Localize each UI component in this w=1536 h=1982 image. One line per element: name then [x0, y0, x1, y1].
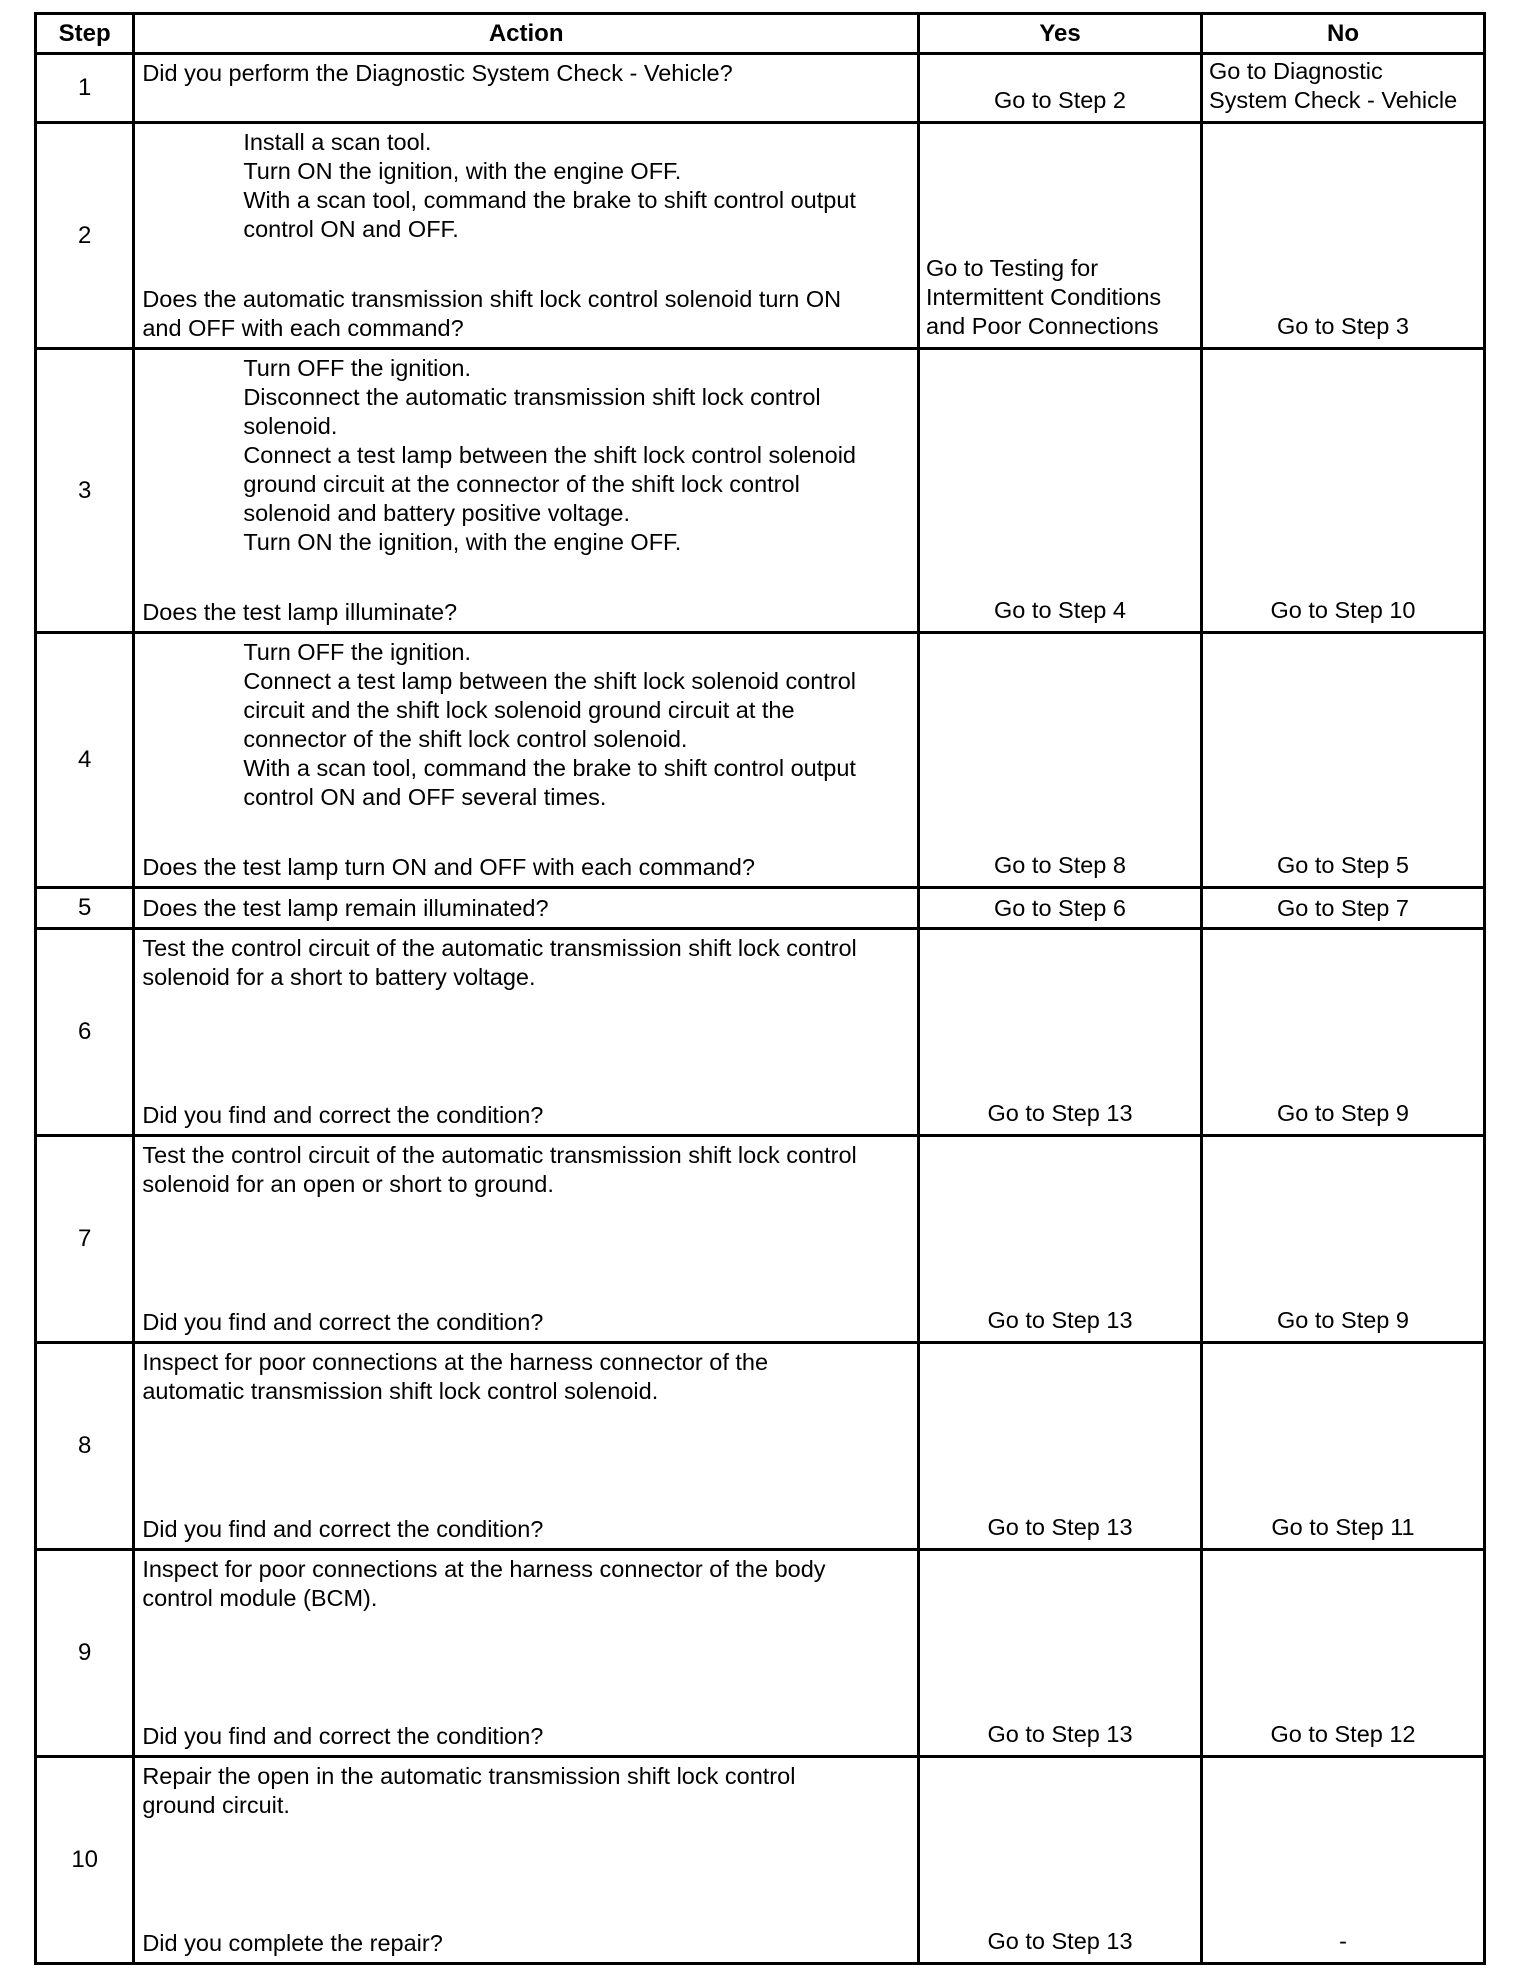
no-text: Go to Diagnostic [1209, 58, 1383, 84]
header-step: Step [36, 14, 134, 54]
table-row [36, 349, 1485, 633]
yes-text: Go to Step 8 [994, 852, 1126, 878]
yes-text: Go to Step 6 [994, 894, 1126, 921]
action-cell [134, 888, 919, 929]
header-row [36, 14, 1485, 54]
no-cell [1202, 1757, 1485, 1964]
no-cell [1202, 349, 1485, 633]
step-number: 8 [36, 1343, 134, 1550]
action-line: solenoid for an open or short to ground. [142, 1171, 554, 1197]
diagnostic-table [34, 12, 1486, 1965]
no-text: Go to Step 12 [1270, 1721, 1416, 1747]
no-text: Go to Step 5 [1277, 852, 1409, 878]
table-row [36, 888, 1485, 929]
yes-cell [919, 1343, 1202, 1550]
step-number: 3 [36, 349, 134, 633]
action-line: control ON and OFF several times. [243, 784, 607, 810]
no-text: Go to Step 10 [1270, 597, 1416, 623]
action-line: ground circuit. [142, 1792, 290, 1818]
yes-cell [919, 349, 1202, 633]
action-cell [134, 349, 919, 633]
step-number: 5 [36, 888, 134, 929]
header-yes: Yes [919, 14, 1202, 54]
action-line: Test the control circuit of the automatic transmission shift lock control [142, 935, 857, 961]
action-line: Turn ON the ignition, with the engine OFF. [243, 529, 682, 555]
header-no: No [1202, 14, 1485, 54]
action-line: Install a scan tool. [243, 129, 432, 155]
yes-text: Go to Step 4 [994, 597, 1126, 623]
yes-text: Go to Step 2 [994, 87, 1126, 113]
action-line: Repair the open in the automatic transmission shift lock control [142, 1763, 796, 1789]
no-text: Go to Step 3 [1277, 313, 1409, 339]
action-line: With a scan tool, command the brake to shift control output [243, 187, 856, 213]
action-question: Did you find and correct the condition? [142, 1516, 544, 1542]
table-row [36, 1757, 1485, 1964]
no-text: Go to Step 9 [1277, 1307, 1409, 1333]
action-cell [134, 1757, 919, 1964]
no-cell [1202, 1550, 1485, 1757]
action-line: Connect a test lamp between the shift lock control solenoid [243, 442, 856, 468]
table-row [36, 54, 1485, 123]
yes-text: Go to Step 13 [987, 1514, 1133, 1540]
step-number: 7 [36, 1136, 134, 1343]
action-line: ground circuit at the connector of the shift lock control [243, 471, 800, 497]
yes-text: Go to Step 13 [987, 1721, 1133, 1747]
action-cell [134, 929, 919, 1136]
action-line: automatic transmission shift lock control solenoid. [142, 1378, 659, 1404]
table-row [36, 1343, 1485, 1550]
action-cell [134, 1550, 919, 1757]
yes-cell [919, 633, 1202, 888]
no-cell [1202, 123, 1485, 349]
action-question: Did you find and correct the condition? [142, 1309, 544, 1335]
action-line: Inspect for poor connections at the harness connector of the [142, 1349, 769, 1375]
step-number: 9 [36, 1550, 134, 1757]
action-line: Test the control circuit of the automatic transmission shift lock control [142, 1142, 857, 1168]
yes-cell [919, 929, 1202, 1136]
table-row [36, 929, 1485, 1136]
action-cell [134, 1343, 919, 1550]
table-row [36, 1136, 1485, 1343]
yes-cell [919, 123, 1202, 349]
action-line: Connect a test lamp between the shift lock solenoid control [243, 668, 856, 694]
no-text: - [1339, 1928, 1347, 1954]
no-text: System Check - Vehicle [1209, 87, 1458, 113]
step-number: 4 [36, 633, 134, 888]
action-question: Does the automatic transmission shift lock control solenoid turn ON [142, 286, 842, 312]
step-number: 6 [36, 929, 134, 1136]
table-row [36, 633, 1485, 888]
action-line: connector of the shift lock control solenoid. [243, 726, 688, 752]
no-cell [1202, 633, 1485, 888]
yes-text: Go to Step 13 [987, 1928, 1133, 1954]
action-line: solenoid for a short to battery voltage. [142, 964, 536, 990]
step-number: 2 [36, 123, 134, 349]
action-question: Did you find and correct the condition? [142, 1723, 544, 1749]
action-cell [134, 633, 919, 888]
yes-cell [919, 1757, 1202, 1964]
action-line: Turn ON the ignition, with the engine OFF. [243, 158, 682, 184]
no-text: Go to Step 11 [1271, 1514, 1415, 1540]
table-row [36, 1550, 1485, 1757]
action-line: control module (BCM). [142, 1585, 378, 1611]
action-cell [134, 1136, 919, 1343]
action-line: control ON and OFF. [243, 216, 459, 242]
action-line: Turn OFF the ignition. [243, 639, 472, 665]
action-line: With a scan tool, command the brake to shift control output [243, 755, 856, 781]
no-text: Go to Step 7 [1277, 894, 1409, 921]
action-line: circuit and the shift lock solenoid ground circuit at the [243, 697, 795, 723]
action-line: solenoid and battery positive voltage. [243, 500, 631, 526]
action-line: solenoid. [243, 413, 338, 439]
step-number: 1 [36, 54, 134, 123]
yes-text: Go to Step 13 [987, 1307, 1133, 1333]
no-text: Go to Step 9 [1277, 1100, 1409, 1126]
action-cell [134, 54, 919, 123]
action-question: Did you complete the repair? [142, 1930, 443, 1956]
action-question: Does the test lamp turn ON and OFF with each command? [142, 854, 755, 880]
action-line: Disconnect the automatic transmission shift lock control [243, 384, 821, 410]
step-number: 10 [36, 1757, 134, 1964]
yes-cell [919, 1550, 1202, 1757]
yes-text: Intermittent Conditions [926, 284, 1162, 310]
no-cell [1202, 54, 1485, 123]
action-line: Turn OFF the ignition. [243, 355, 472, 381]
action-question: and OFF with each command? [142, 315, 464, 341]
no-cell [1202, 888, 1485, 929]
no-cell [1202, 1343, 1485, 1550]
action-cell [134, 123, 919, 349]
action-question: Does the test lamp remain illuminated? [142, 894, 549, 921]
no-cell [1202, 929, 1485, 1136]
action-question: Does the test lamp illuminate? [142, 599, 458, 625]
yes-cell [919, 888, 1202, 929]
action-line: Inspect for poor connections at the harness connector of the body [142, 1556, 826, 1582]
yes-cell [919, 54, 1202, 123]
yes-text: Go to Step 13 [987, 1100, 1133, 1126]
action-question: Did you find and correct the condition? [142, 1102, 544, 1128]
no-cell [1202, 1136, 1485, 1343]
yes-text: Go to Testing for [926, 255, 1099, 281]
yes-text: and Poor Connections [926, 313, 1159, 339]
table-row [36, 123, 1485, 349]
yes-cell [919, 1136, 1202, 1343]
action-question: Did you perform the Diagnostic System Check - Vehicle? [142, 60, 733, 86]
header-action: Action [134, 14, 919, 54]
